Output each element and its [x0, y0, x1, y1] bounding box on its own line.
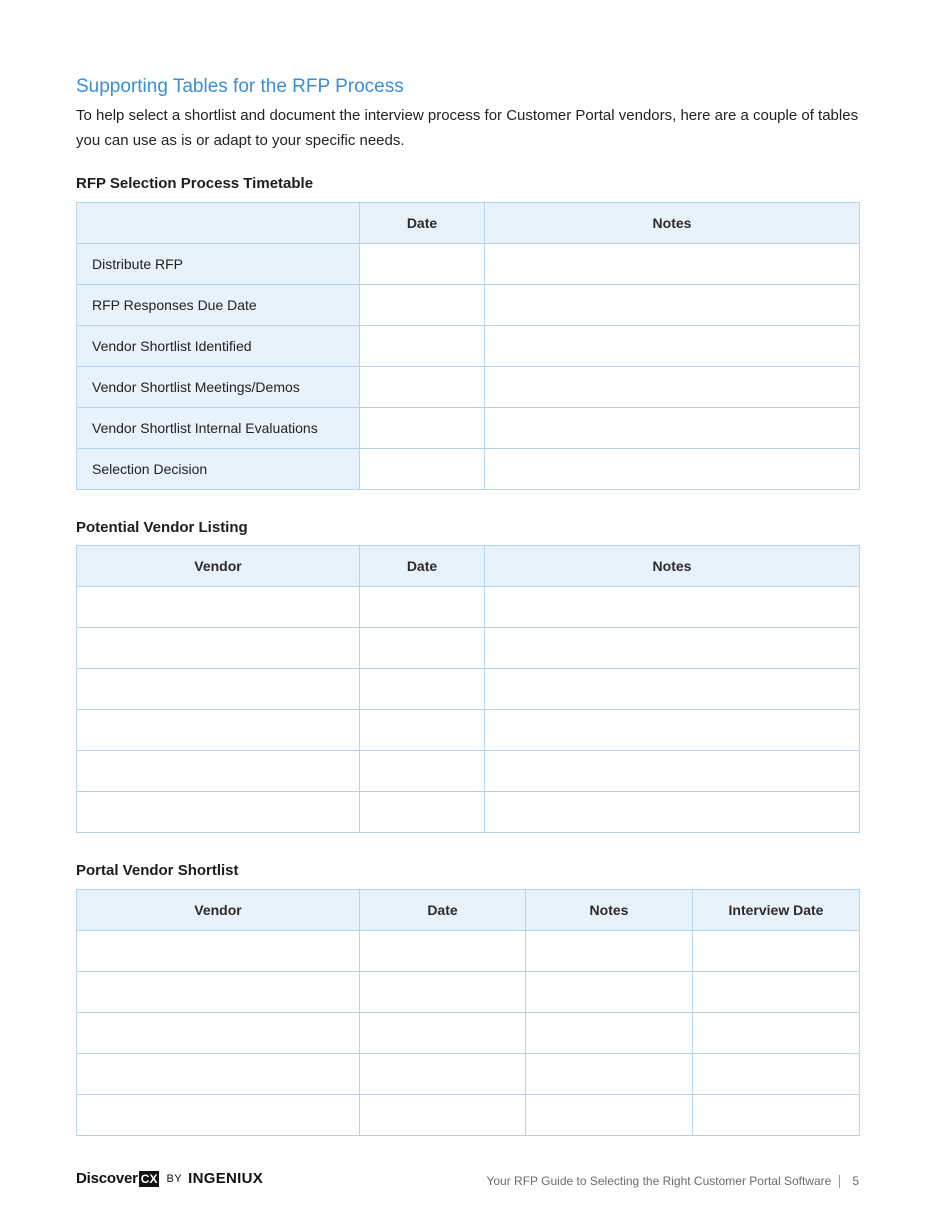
table-row [77, 710, 860, 751]
timetable-heading: RFP Selection Process Timetable [76, 175, 314, 192]
table-row [77, 792, 860, 833]
notes-cell[interactable] [526, 1013, 693, 1054]
table-row [77, 367, 860, 408]
vendor-cell[interactable] [77, 931, 360, 972]
notes-cell[interactable] [526, 972, 693, 1013]
footer-divider [839, 1175, 840, 1188]
table-row [77, 244, 860, 285]
table-row [77, 449, 860, 490]
notes-cell[interactable] [485, 367, 860, 408]
table-row [77, 1095, 860, 1136]
page-title: Supporting Tables for the RFP Process [76, 76, 404, 97]
table-row [77, 751, 860, 792]
table-row [77, 972, 860, 1013]
vendor-listing-table [76, 545, 860, 833]
table-row [77, 931, 860, 972]
timetable-table [76, 202, 860, 490]
column-header-date: Date [360, 203, 485, 244]
column-header-notes: Notes [485, 546, 860, 587]
table-row [77, 669, 860, 710]
date-cell[interactable] [360, 1013, 526, 1054]
row-label: Selection Decision [77, 449, 360, 490]
notes-cell[interactable] [485, 449, 860, 490]
notes-cell[interactable] [485, 792, 860, 833]
column-header-date: Date [360, 546, 485, 587]
interview-date-cell[interactable] [693, 931, 860, 972]
interview-date-cell[interactable] [693, 1095, 860, 1136]
date-cell[interactable] [360, 1054, 526, 1095]
date-cell[interactable] [360, 628, 485, 669]
table-row [77, 285, 860, 326]
notes-cell[interactable] [485, 587, 860, 628]
table-row [77, 1013, 860, 1054]
column-header-notes: Notes [485, 203, 860, 244]
logo-discover-text: Discover [76, 1170, 138, 1187]
discovercx-logo [76, 1170, 263, 1187]
notes-cell[interactable] [485, 628, 860, 669]
vendor-cell[interactable] [77, 710, 360, 751]
date-cell[interactable] [360, 449, 485, 490]
interview-date-cell[interactable] [693, 1054, 860, 1095]
notes-cell[interactable] [485, 408, 860, 449]
column-header-vendor: Vendor [77, 890, 360, 931]
row-label: Vendor Shortlist Internal Evaluations [77, 408, 360, 449]
table-row [77, 408, 860, 449]
document-title: Your RFP Guide to Selecting the Right Customer Portal Software [486, 1174, 832, 1188]
date-cell[interactable] [360, 408, 485, 449]
table-header-row [77, 546, 860, 587]
row-label: RFP Responses Due Date [77, 285, 360, 326]
notes-cell[interactable] [526, 1095, 693, 1136]
column-header-vendor: Vendor [77, 546, 360, 587]
shortlist-heading: Portal Vendor Shortlist [76, 862, 239, 879]
vendor-cell[interactable] [77, 669, 360, 710]
date-cell[interactable] [360, 751, 485, 792]
date-cell[interactable] [360, 244, 485, 285]
notes-cell[interactable] [526, 931, 693, 972]
date-cell[interactable] [360, 367, 485, 408]
vendor-cell[interactable] [77, 628, 360, 669]
table-row [77, 587, 860, 628]
date-cell[interactable] [360, 669, 485, 710]
logo-brand-text: INGENIUX [188, 1170, 264, 1187]
table-row [77, 326, 860, 367]
column-header [77, 203, 360, 244]
logo-by-text: BY [166, 1172, 183, 1185]
notes-cell[interactable] [485, 244, 860, 285]
table-row [77, 628, 860, 669]
date-cell[interactable] [360, 587, 485, 628]
date-cell[interactable] [360, 792, 485, 833]
notes-cell[interactable] [485, 669, 860, 710]
date-cell[interactable] [360, 931, 526, 972]
intro-paragraph: To help select a shortlist and document the interview process for Customer Portal vendors, here are a couple of tables you can use as is or adapt to your specific needs. [76, 107, 859, 149]
notes-cell[interactable] [485, 326, 860, 367]
vendor-cell[interactable] [77, 1054, 360, 1095]
table-row [77, 1054, 860, 1095]
vendor-listing-heading: Potential Vendor Listing [76, 519, 248, 536]
vendor-cell[interactable] [77, 972, 360, 1013]
date-cell[interactable] [360, 285, 485, 326]
interview-date-cell[interactable] [693, 972, 860, 1013]
date-cell[interactable] [360, 326, 485, 367]
column-header-notes: Notes [526, 890, 693, 931]
column-header-date: Date [360, 890, 526, 931]
table-header-row [77, 203, 860, 244]
date-cell[interactable] [360, 1095, 526, 1136]
vendor-cell[interactable] [77, 792, 360, 833]
vendor-cell[interactable] [77, 1095, 360, 1136]
row-label: Vendor Shortlist Identified [77, 326, 360, 367]
footer [76, 1170, 859, 1194]
interview-date-cell[interactable] [693, 1013, 860, 1054]
notes-cell[interactable] [485, 285, 860, 326]
notes-cell[interactable] [485, 710, 860, 751]
vendor-cell[interactable] [77, 587, 360, 628]
row-label: Vendor Shortlist Meetings/Demos [77, 367, 360, 408]
shortlist-table [76, 889, 860, 1136]
vendor-cell[interactable] [77, 1013, 360, 1054]
vendor-cell[interactable] [77, 751, 360, 792]
table-header-row [77, 890, 860, 931]
column-header-interview-date: Interview Date [693, 890, 860, 931]
logo-cx-badge: CX [140, 1171, 158, 1186]
date-cell[interactable] [360, 710, 485, 751]
notes-cell[interactable] [485, 751, 860, 792]
notes-cell[interactable] [526, 1054, 693, 1095]
date-cell[interactable] [360, 972, 526, 1013]
footer-meta [486, 1174, 859, 1188]
page-number: 5 [852, 1174, 859, 1188]
row-label: Distribute RFP [77, 244, 360, 285]
